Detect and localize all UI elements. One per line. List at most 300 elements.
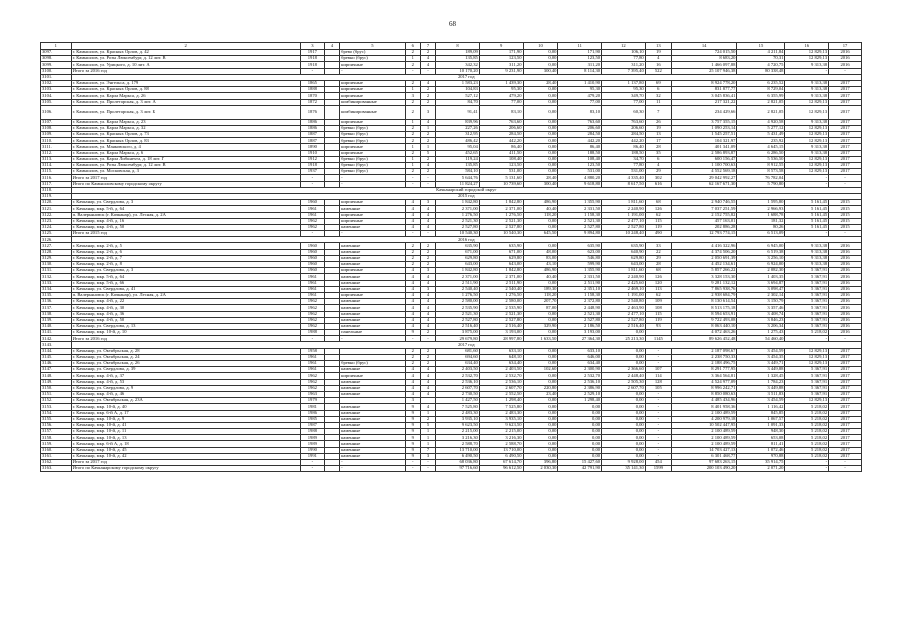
table-cell: 763,60 [558, 119, 602, 125]
table-cell: 1 [405, 87, 420, 93]
table-cell: 9 [405, 330, 420, 336]
table-cell: 3 098,47 [737, 286, 785, 292]
table-cell: 2 [420, 50, 435, 56]
address-cell: г. Камышлов, ул. Карла Маркса, д. 26 [71, 93, 300, 99]
table-cell: - [300, 68, 324, 74]
table-cell: 1960 [300, 255, 324, 261]
row-number-cell: 3107. [41, 119, 72, 125]
table-cell: 5 218,02 [785, 429, 829, 435]
column-number-header: 14 [671, 43, 737, 50]
table-cell: 0,00 [602, 422, 646, 428]
table-cell: 3 694,87 [737, 280, 785, 286]
table-cell: 4 [405, 206, 420, 212]
table-cell: 3 [420, 268, 435, 274]
table-cell: 490 [645, 231, 671, 237]
table-cell: 17 [645, 138, 671, 144]
table-cell: 5 [420, 150, 435, 156]
table-cell: 1 [420, 429, 435, 435]
table-cell: - [645, 429, 671, 435]
table-cell: 633,10 [558, 348, 602, 354]
table-cell: 206,60 [479, 125, 523, 131]
table-cell: 5 431,49 [737, 132, 785, 138]
table-cell: 4 [420, 391, 435, 397]
table-cell: 2 [420, 132, 435, 138]
table-cell: 3 454,35 [737, 354, 785, 360]
table-cell: 2017 [829, 416, 862, 422]
table-cell: 6 [645, 87, 671, 93]
column-number-row [41, 43, 862, 50]
column-number-header: 17 [829, 43, 862, 50]
row-number-cell: 3115. [41, 169, 72, 175]
table-cell: 2 [405, 361, 420, 367]
table-cell: 6 513,09 [737, 231, 785, 237]
table-cell: 8 291 777,95 [671, 367, 737, 373]
table-cell: - [405, 68, 420, 74]
table-cell: 763,60 [602, 119, 646, 125]
table-cell: 546,80 [558, 255, 602, 261]
table-cell: 43,10 [523, 262, 558, 268]
table-cell: 396,80 [523, 460, 558, 466]
row-number-cell: 3124. [41, 224, 72, 230]
table-cell: - [645, 361, 671, 367]
row-number-cell: 3147. [41, 367, 72, 373]
table-cell: 1 [420, 410, 435, 416]
table-cell: каменные [340, 422, 406, 428]
table-cell: каменные [340, 379, 406, 385]
table-cell: 7 [645, 105, 671, 119]
table-cell: 6 [645, 156, 671, 162]
table-cell: 2017 [829, 150, 862, 156]
table-cell: - [300, 175, 324, 181]
row-number-cell: 3132. [41, 274, 72, 280]
table-cell: 95,30 [602, 87, 646, 93]
table-cell: 1986 [300, 410, 324, 416]
table-cell: 8 114,30 [558, 68, 602, 74]
table-cell: 1 439,30 [479, 80, 523, 86]
table-cell: 120 [645, 280, 671, 286]
table-cell: 1917 [300, 50, 324, 56]
address-cell: Итого за 2016 год [71, 336, 300, 342]
table-cell: 2 186,50 [558, 323, 602, 329]
table-cell: 0,00 [558, 447, 602, 453]
table-cell: 2 483,30 [479, 410, 523, 416]
table-cell: 0,00 [523, 453, 558, 459]
table-cell: 2 521,30 [479, 311, 523, 317]
row-number-cell: 3157. [41, 429, 72, 435]
table-cell: 6 519,38 [737, 249, 785, 255]
table-cell: 4 [405, 212, 420, 218]
table-cell: 4 [405, 292, 420, 298]
table-cell: 2 238 750,33 [671, 354, 737, 360]
address-cell: г. Качканар, мкр. 6-й А, д. 17 [71, 410, 300, 416]
table-cell: 1987 [300, 422, 324, 428]
table-cell: 2 532,70 [558, 373, 602, 379]
table-cell: 1890 [300, 144, 324, 150]
table-cell: 0,00 [602, 429, 646, 435]
table-cell: 2 240,90 [602, 206, 646, 212]
address-cell: г. Качканар, мкр. 10-й, д. 10 [71, 330, 300, 336]
table-cell: 0,00 [523, 379, 558, 385]
table-cell: 62 [645, 212, 671, 218]
table-cell: 9 623,50 [479, 422, 523, 428]
table-cell: 5 [420, 422, 435, 428]
section-heading-cell: 2015 год [71, 193, 861, 199]
table-cell: 2 [405, 150, 420, 156]
table-cell: 10 502 447,95 [671, 422, 737, 428]
table-cell: 2 477,10 [602, 311, 646, 317]
table-cell: 629,80 [436, 255, 480, 261]
table-cell: 0,00 [523, 132, 558, 138]
table-cell: 2017 [829, 87, 862, 93]
row-number-cell: 3099. [41, 62, 72, 68]
table-cell: 4 552 569,18 [671, 169, 737, 175]
table-cell: 2 527,80 [436, 224, 480, 230]
table-cell: 0,00 [523, 87, 558, 93]
section-heading-cell: 2017 год [71, 342, 861, 348]
table-cell: 4 [420, 280, 435, 286]
table-cell: - [785, 231, 829, 237]
table-cell: 0,00 [523, 150, 558, 156]
table-body [41, 50, 862, 472]
table-cell: 531,00 [558, 169, 602, 175]
table-cell: 4 [420, 56, 435, 62]
table-cell: 7 525,80 [436, 404, 480, 410]
table-cell: 0,00 [602, 416, 646, 422]
table-cell: 4 [405, 286, 420, 292]
table-cell: каменные [340, 317, 406, 323]
table-cell: - [420, 175, 435, 181]
table-cell: 2015 [829, 224, 862, 230]
address-cell: г. Качканар, мкр. 10-й, д. 45 [71, 447, 300, 453]
table-cell: кирпичные [340, 373, 406, 379]
address-cell: г. Качканар, мкр. 5-й, д. 64 [71, 274, 300, 280]
table-cell: 2 580,00 [436, 299, 480, 305]
table-cell: 12 829,13 [785, 361, 829, 367]
table-cell: 108,40 [479, 156, 523, 162]
table-cell: - [420, 460, 435, 466]
table-cell: 1912 [300, 156, 324, 162]
table-cell: 0,00 [523, 441, 558, 447]
table-cell: 671,00 [436, 249, 480, 255]
row-number-cell: 3102. [41, 80, 72, 86]
table-cell: 2 529,10 [558, 391, 602, 397]
table-cell: 1988 [300, 330, 324, 336]
table-cell: 3 408,74 [737, 311, 785, 317]
table-cell: 284,50 [602, 132, 646, 138]
table-cell: 6 924,00 [737, 262, 785, 268]
table-cell: 2 215,00 [436, 429, 480, 435]
column-number-header: 10 [523, 43, 558, 50]
table-cell: 479,20 [558, 93, 602, 99]
column-number-header: 6 [405, 43, 420, 50]
table-cell: 25 213,30 [602, 336, 646, 342]
table-cell: 1960 [300, 249, 324, 255]
table-cell: 123,50 [558, 163, 602, 169]
table-cell: 0,00 [602, 404, 646, 410]
table-cell: 4 [405, 218, 420, 224]
table-cell: 95,30 [558, 87, 602, 93]
table-cell: 9 894,80 [558, 231, 602, 237]
table-cell: 0,00 [523, 99, 558, 105]
table-cell: 2016 [829, 50, 862, 56]
table-cell: 107 [645, 367, 671, 373]
row-number-cell: 3108. [41, 125, 72, 131]
table-cell: - [405, 181, 420, 187]
table-cell: 671,00 [479, 249, 523, 255]
table-cell: 2015 [829, 206, 862, 212]
address-cell: г. Камышлов, ул. Энгельса, д. 179 [71, 80, 300, 86]
row-number-cell: 3122. [41, 212, 72, 218]
table-cell: 4 335,40 [602, 175, 646, 181]
table-cell: 2016 [829, 311, 862, 317]
address-cell: г. Камышлов, ул. Пролетарская, д. 3 лит. Б [71, 105, 300, 119]
table-cell: 108 [645, 305, 671, 311]
table-cell: 80,26 [737, 224, 785, 230]
table-cell: - [300, 460, 324, 466]
table-cell: 635,90 [558, 243, 602, 249]
table-cell: 2 521,30 [436, 311, 480, 317]
table-cell: 2015 [829, 200, 862, 206]
table-cell: 4 [420, 311, 435, 317]
address-cell: г. Качканар, мкр. 4-й, д. 37 [71, 373, 300, 379]
table-cell: 2 511,90 [479, 280, 523, 286]
table-cell: кирпичные [340, 62, 406, 68]
table-cell: 0,00 [523, 317, 558, 323]
address-cell: Итого за 2017 год [71, 175, 300, 181]
table-cell: 9 313,38 [785, 144, 829, 150]
table-cell: 12 829,13 [785, 398, 829, 404]
table-cell: 2 071,20 [737, 466, 785, 472]
table-cell: 2 [405, 62, 420, 68]
table-cell: 2016 [829, 299, 862, 305]
table-cell: 9 [405, 435, 420, 441]
table-cell: 2 521,30 [436, 218, 480, 224]
table-cell: 2 505,30 [602, 379, 646, 385]
table-cell: 763,60 [479, 119, 523, 125]
table-cell: 28,40 [523, 80, 558, 86]
table-cell: 284,50 [558, 132, 602, 138]
table-cell: 12 793 774,15 [671, 231, 737, 237]
table-cell: 83,10 [479, 105, 523, 119]
table-cell: 9 722 493,08 [671, 317, 737, 323]
table-cell: 1962 [300, 299, 324, 305]
table-cell: 454 [645, 460, 671, 466]
column-number-header: 15 [737, 43, 785, 50]
table-cell: 2 940 746,55 [671, 200, 737, 206]
table-cell: 2 [420, 255, 435, 261]
table-cell: - [645, 422, 671, 428]
table-cell: 4 [420, 224, 435, 230]
table-cell: 123,50 [479, 163, 523, 169]
table-cell: 300,40 [523, 181, 558, 187]
table-cell: 4 [420, 206, 435, 212]
table-cell: 4 [420, 62, 435, 68]
table-cell: 3 511,83 [737, 391, 785, 397]
table-cell: 104,83 [436, 87, 480, 93]
table-cell: бревно (брус) [340, 125, 406, 131]
table-cell: 2 366,60 [602, 367, 646, 373]
table-cell: 5 367,91 [785, 323, 829, 329]
table-cell: 19 [645, 125, 671, 131]
table-cell: 28 997,80 [479, 336, 523, 342]
table-cell: 4 [420, 305, 435, 311]
table-cell: 3 364 564,81 [671, 373, 737, 379]
table-cell: 12 829,13 [785, 105, 829, 119]
table-cell: - [340, 231, 406, 237]
table-cell: 5 161,45 [785, 200, 829, 206]
row-number-cell: 3153. [41, 404, 72, 410]
address-cell: г. Качканар, мкр. 4-й, д. 36 [71, 311, 300, 317]
table-cell: бревно (брус) [340, 132, 406, 138]
table-cell: 5 367,91 [785, 391, 829, 397]
table-cell: 2017 [829, 80, 862, 86]
table-cell: 1961 [300, 354, 324, 360]
table-cell: 2 607,70 [602, 385, 646, 391]
table-cell: 3 328 153,30 [671, 274, 737, 280]
table-cell: 5 367,91 [785, 286, 829, 292]
table-cell: 3 206,34 [737, 323, 785, 329]
row-number-cell: 3161. [41, 453, 72, 459]
table-cell: 5 367,91 [785, 367, 829, 373]
column-number-header: 11 [558, 43, 602, 50]
address-cell: г. Камышлов, ул. Розы Люксембург, д. 12 лит. В [71, 56, 300, 62]
row-number-cell: 3134. [41, 286, 72, 292]
table-cell: 2 511,90 [436, 280, 480, 286]
table-cell: 2017 [829, 410, 862, 416]
table-cell: 948,30 [737, 429, 785, 435]
table-cell: 0,00 [523, 50, 558, 56]
table-cell: 2 730,50 [436, 391, 480, 397]
table-cell: 2017 [829, 354, 862, 360]
table-cell: 10 540,30 [436, 231, 480, 237]
table-cell: 9 313,38 [785, 80, 829, 86]
table-cell: 2016 [829, 268, 862, 274]
table-cell: 2 448,90 [558, 305, 602, 311]
table-cell: 2 [420, 156, 435, 162]
table-cell: 1 355,90 [558, 200, 602, 206]
table-cell: 2 372,80 [558, 299, 602, 305]
table-cell: 0,00 [558, 404, 602, 410]
table-cell: 118,20 [523, 212, 558, 218]
address-cell: г. Камышлов, ул. Карла Маркса, д. 23 [71, 119, 300, 125]
table-cell: 1 276,50 [479, 212, 523, 218]
table-cell: 19 [645, 50, 671, 56]
table-cell: 1 275,43 [737, 330, 785, 336]
table-cell: 89 626 452,48 [671, 336, 737, 342]
table-cell: 12 829,13 [785, 354, 829, 360]
table-cell: 2 532,70 [479, 373, 523, 379]
row-number-cell: 3150. [41, 385, 72, 391]
table-cell: 3 256,10 [737, 255, 785, 261]
table-cell: 2 540,40 [479, 286, 523, 292]
table-cell: 0,00 [523, 163, 558, 169]
table-cell: 1 [405, 156, 420, 162]
table-cell: 1 191,00 [602, 212, 646, 218]
table-cell: 3 [405, 93, 420, 99]
table-cell: 2017 [829, 441, 862, 447]
table-cell: 811,41 [737, 441, 785, 447]
table-cell: 2 607,70 [436, 385, 480, 391]
row-number-cell: 3139. [41, 317, 72, 323]
table-cell: 1 [420, 435, 435, 441]
table-cell: 5 857 266,22 [671, 268, 737, 274]
table-cell: - [645, 391, 671, 397]
table-cell: 0,00 [523, 361, 558, 367]
row-number-cell: 3113. [41, 156, 72, 162]
table-cell: 2 536,10 [558, 379, 602, 385]
table-cell: кирпичные [340, 268, 406, 274]
table-cell: 119 [645, 317, 671, 323]
table-cell: каменные [340, 262, 406, 268]
table-cell: 2017 [829, 367, 862, 373]
table-cell: 0,00 [523, 354, 558, 360]
table-cell: - [340, 181, 406, 187]
table-cell: 1 072,46 [737, 447, 785, 453]
table-cell: 42 791,90 [558, 466, 602, 472]
table-cell: 69 [645, 80, 671, 86]
row-number-cell: 3163. [41, 466, 72, 472]
table-cell: 102,60 [523, 367, 558, 373]
table-cell: 2 386,90 [558, 385, 602, 391]
table-cell: 3 875,00 [436, 330, 480, 336]
table-cell: - [645, 348, 671, 354]
table-cell: 1 191,00 [602, 292, 646, 298]
address-cell: г. Качканар, ул. Октябрьская, д. 26 [71, 361, 300, 367]
table-cell: 2017 [829, 163, 862, 169]
row-number-cell: 3106. [41, 105, 72, 119]
table-cell: 2016 [829, 292, 862, 298]
table-cell: 9 [405, 416, 420, 422]
address-cell: г. Камышлов, ул. Карла Маркса, д. 6 [71, 150, 300, 156]
row-number-cell: 3114. [41, 163, 72, 169]
table-cell: 181,32 [737, 218, 785, 224]
table-cell: 0,00 [523, 218, 558, 224]
table-cell: 2 [405, 105, 420, 119]
table-cell: кирпичные [340, 200, 406, 206]
table-cell: 2 [420, 348, 435, 354]
table-cell: панельные [340, 330, 406, 336]
row-number-cell: 3110. [41, 138, 72, 144]
address-cell: г. Качканар, мкр. 4-й, д. 22 [71, 299, 300, 305]
table-cell: 10 739,60 [479, 181, 523, 187]
table-cell: 2015 [829, 212, 862, 218]
table-cell: 599,90 [558, 262, 602, 268]
table-cell: 4 [420, 218, 435, 224]
table-cell: 0,00 [523, 373, 558, 379]
table-cell: 118,20 [523, 292, 558, 298]
table-cell: 1 [405, 56, 420, 62]
table-cell: 1958 [300, 348, 324, 354]
table-cell: - [829, 231, 862, 237]
table-cell: 1 276,50 [436, 292, 480, 298]
table-cell: 8 573,58 [737, 169, 785, 175]
table-cell: 8 924 778,20 [671, 80, 737, 86]
table-cell: 28 [645, 262, 671, 268]
table-cell: - [340, 68, 406, 74]
table-cell: 1 091,33 [737, 422, 785, 428]
table-cell: 9 281 132,12 [671, 280, 737, 286]
table-cell: 1 842,80 [479, 200, 523, 206]
table-cell: каменные [340, 206, 406, 212]
table-cell: 77,80 [602, 56, 646, 62]
table-cell: 5 367,91 [785, 311, 829, 317]
table-cell: 5 536,50 [737, 156, 785, 162]
table-cell: 1 545 257,51 [671, 132, 737, 138]
table-cell: 12 829,13 [785, 125, 829, 131]
table-cell: 2017 [829, 435, 862, 441]
table-cell: - [300, 181, 324, 187]
table-cell: 0,00 [602, 354, 646, 360]
